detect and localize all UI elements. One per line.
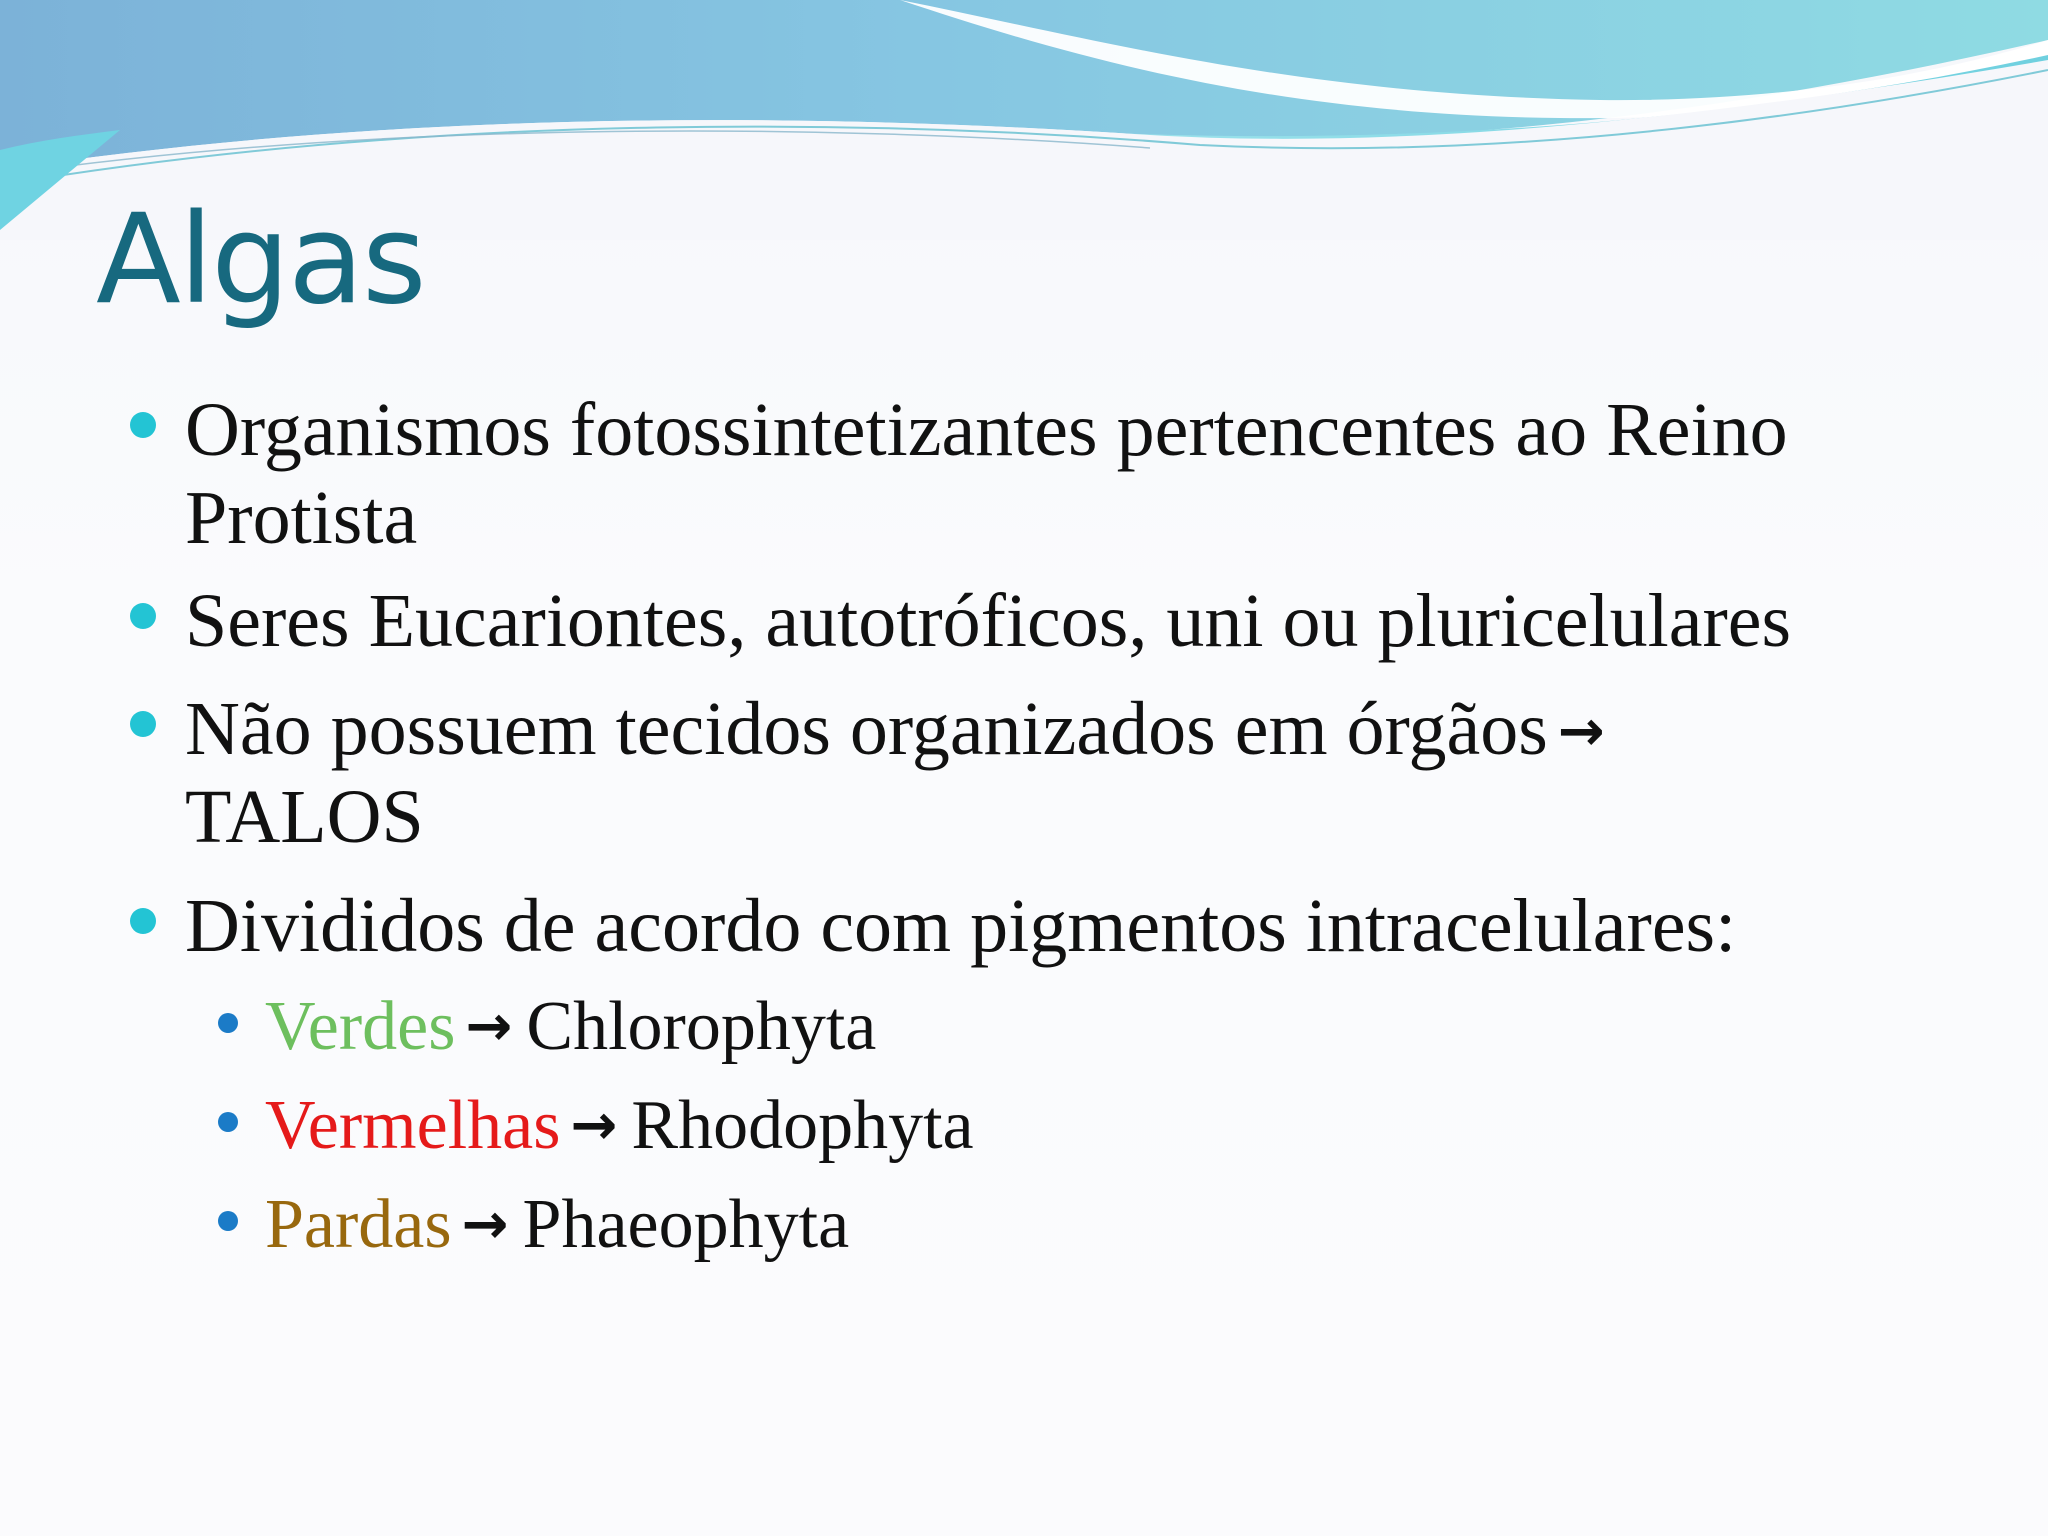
bullet-4-line-1: Divididos de acordo com pigmentos intracelulares: xyxy=(185,884,1737,968)
arrow-right-icon: → xyxy=(570,1093,618,1158)
bullet-3-line-2: TALOS xyxy=(185,775,424,859)
sub-bullet-dot xyxy=(218,1112,238,1132)
bullet-dot xyxy=(130,711,156,737)
sub-bullet-green xyxy=(265,985,876,1073)
bullet-3-text: Não possuem tecidos organizados em órgãos xyxy=(185,687,1548,771)
sub-bullet-division: Rhodophyta xyxy=(631,1087,974,1164)
bullet-3-line-1 xyxy=(185,685,1619,780)
arrow-right-icon: → xyxy=(461,1192,509,1257)
sub-bullet-dot xyxy=(218,1211,238,1231)
slide-title: Algas xyxy=(96,188,425,332)
sub-bullet-colored-label: Vermelhas xyxy=(265,1087,561,1164)
arrow-right-icon: → xyxy=(465,994,513,1059)
bullet-dot xyxy=(130,412,156,438)
bullet-dot xyxy=(130,603,156,629)
sub-bullet-brown xyxy=(265,1183,849,1271)
sub-bullet-division: Phaeophyta xyxy=(522,1186,850,1263)
bullet-1-line-1: Organismos fotossintetizantes pertencentes ao Reino xyxy=(185,388,1788,472)
arrow-right-icon: → xyxy=(1557,699,1605,764)
sub-bullet-colored-label: Verdes xyxy=(265,988,456,1065)
bullet-2-line-1: Seres Eucariontes, autotróficos, uni ou pluricelulares xyxy=(185,579,1792,663)
sub-bullet-division: Chlorophyta xyxy=(526,988,877,1065)
sub-bullet-red xyxy=(265,1084,974,1172)
sub-bullet-colored-label: Pardas xyxy=(265,1186,452,1263)
bullet-dot xyxy=(130,908,156,934)
sub-bullet-dot xyxy=(218,1013,238,1033)
bullet-1-line-2: Protista xyxy=(185,476,418,560)
